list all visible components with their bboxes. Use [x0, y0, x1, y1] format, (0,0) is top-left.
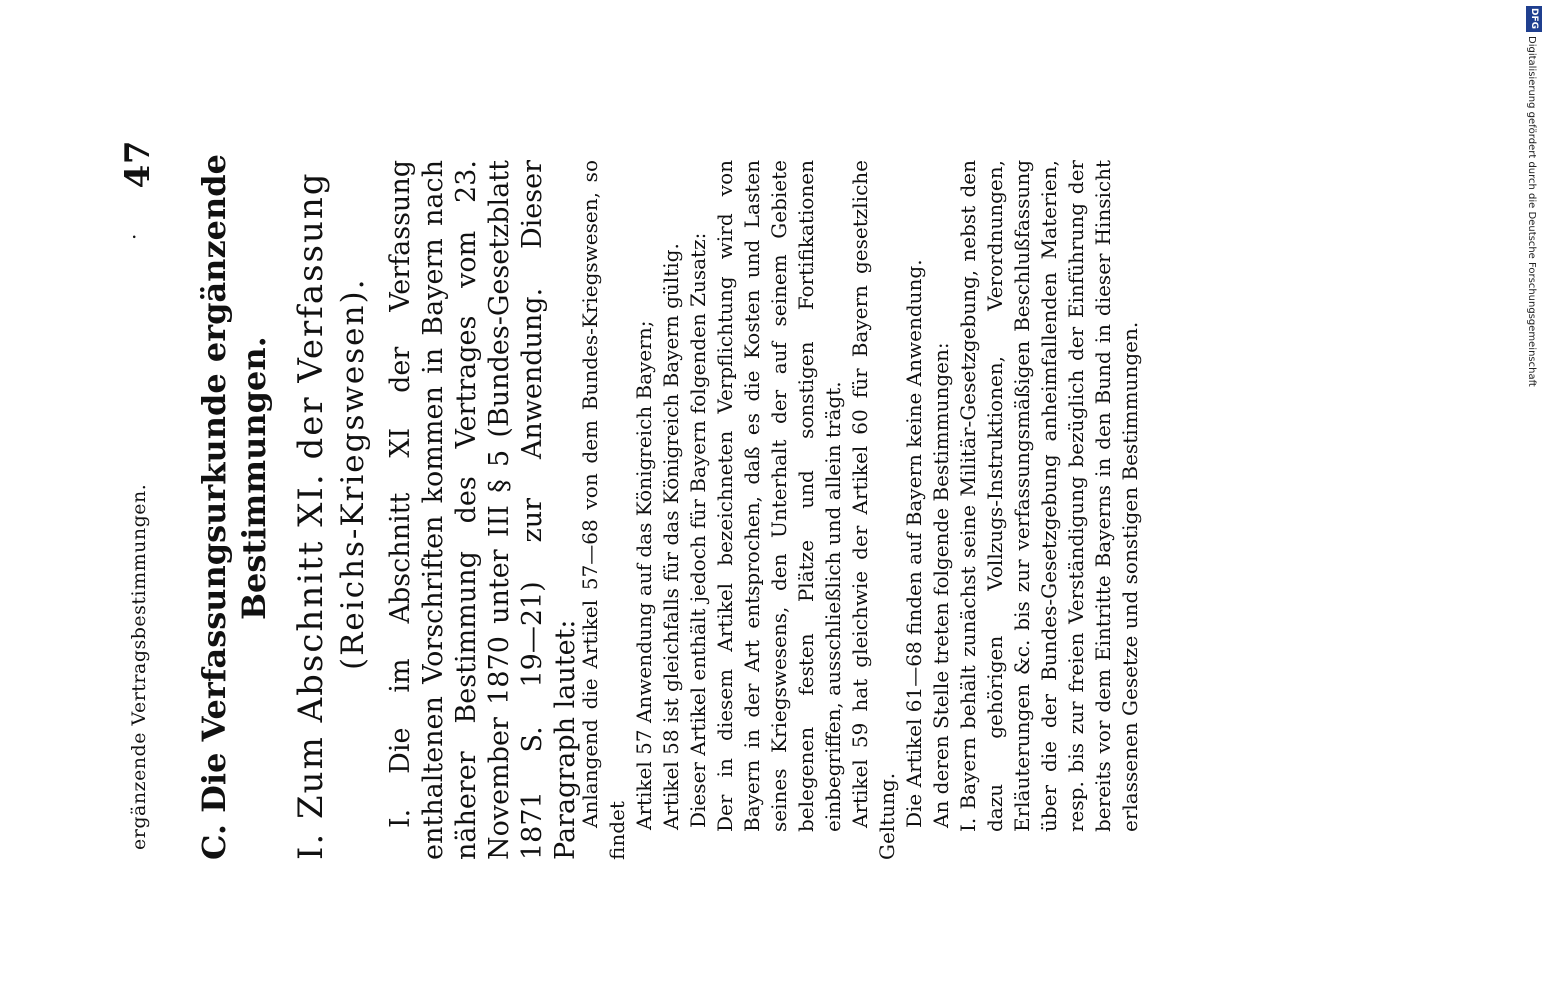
quote-p4: Dieser Artikel enthält jedoch für Bayern folgenden Zusatz:	[686, 232, 710, 828]
section-title-line1: C. Die Verfassungsurkunde ergänzende	[195, 154, 233, 860]
quote-p5: Der in diesem Artikel bezeichneten Verpflichtung wird von Bayern in der Art entsprochen, daß es die Kosten und Lasten seines Kriegswesens, den Unterhalt der auf seinem Gebiete belegenen festen Plätze und sonstigen Fortifikationen einbegriffen, ausschließlich und allein trägt.	[713, 160, 845, 832]
quote-p8: An deren Stelle treten folgende Bestimmungen:	[929, 342, 953, 828]
page-content	[118, 120, 1422, 880]
page-number: 47	[118, 140, 158, 189]
section-title-line2: Bestimmungen.	[235, 336, 273, 620]
dfg-attribution	[1523, 6, 1544, 406]
quote-p3: Artikel 58 ist gleichfalls für das Königreich Bayern gültig.	[659, 243, 683, 830]
dfg-logo-icon: DFG	[1526, 6, 1542, 32]
subsection-title-line1: I. Zum Abschnitt XI. der Verfassung	[291, 171, 331, 860]
quote-p7: Die Artikel 61—68 finden auf Bayern keine Anwendung.	[902, 259, 926, 828]
scanned-page	[118, 120, 1422, 880]
quote-p2: Artikel 57 Anwendung auf das Königreich Bayern;	[632, 320, 656, 830]
intro-paragraph	[384, 160, 582, 860]
intro-paragraph-text: I. Die im Abschnitt XI der Verfassung enthaltenen Vorschriften kommen in Bayern nach näherer Bestimmung des Vertrages vom 23. November 1870 unter III § 5 (Bundes-Gesetzblatt 1871 S. 19—21) zur Anwendung. Dieser Paragraph lautet:	[385, 160, 581, 860]
quote-p9: I. Bayern behält zunächst seine Militär-Gesetzgebung, nebst den dazu gehörigen Vollzugs-Instruktionen, Verordnungen, Erläuterungen &c. bis zur verfassungsmäßigen Beschlußfassung über die der Bundes-Gesetzgebung anheimfallenden Materien, resp. bis zur freien Verständigung bezüglich der Einführung der bereits vor dem Eintritte Bayerns in den Bund in dieser Hinsicht erlassenen Gesetze und sonstigen Bestimmungen.	[956, 160, 1142, 832]
running-head-dot: ·	[122, 233, 146, 240]
running-head-text: ergänzende Vertragsbestimmungen.	[128, 483, 150, 850]
quoted-paragraph	[577, 160, 1144, 860]
quote-p1: Anlangend die Artikel 57—68 von dem Bundes-Kriegswesen, so findet	[578, 160, 629, 860]
dfg-caption: Digitalisierung gefördert durch die Deutsche Forschungsgemeinschaft	[1526, 36, 1537, 387]
subsection-title-line2: (Reichs-Kriegswesen).	[335, 277, 371, 670]
subsection-title	[290, 140, 374, 860]
section-title	[194, 140, 274, 860]
quote-p6: Artikel 59 hat gleichwie der Artikel 60 für Bayern gesetzliche Geltung.	[848, 160, 899, 860]
running-head	[118, 140, 162, 880]
